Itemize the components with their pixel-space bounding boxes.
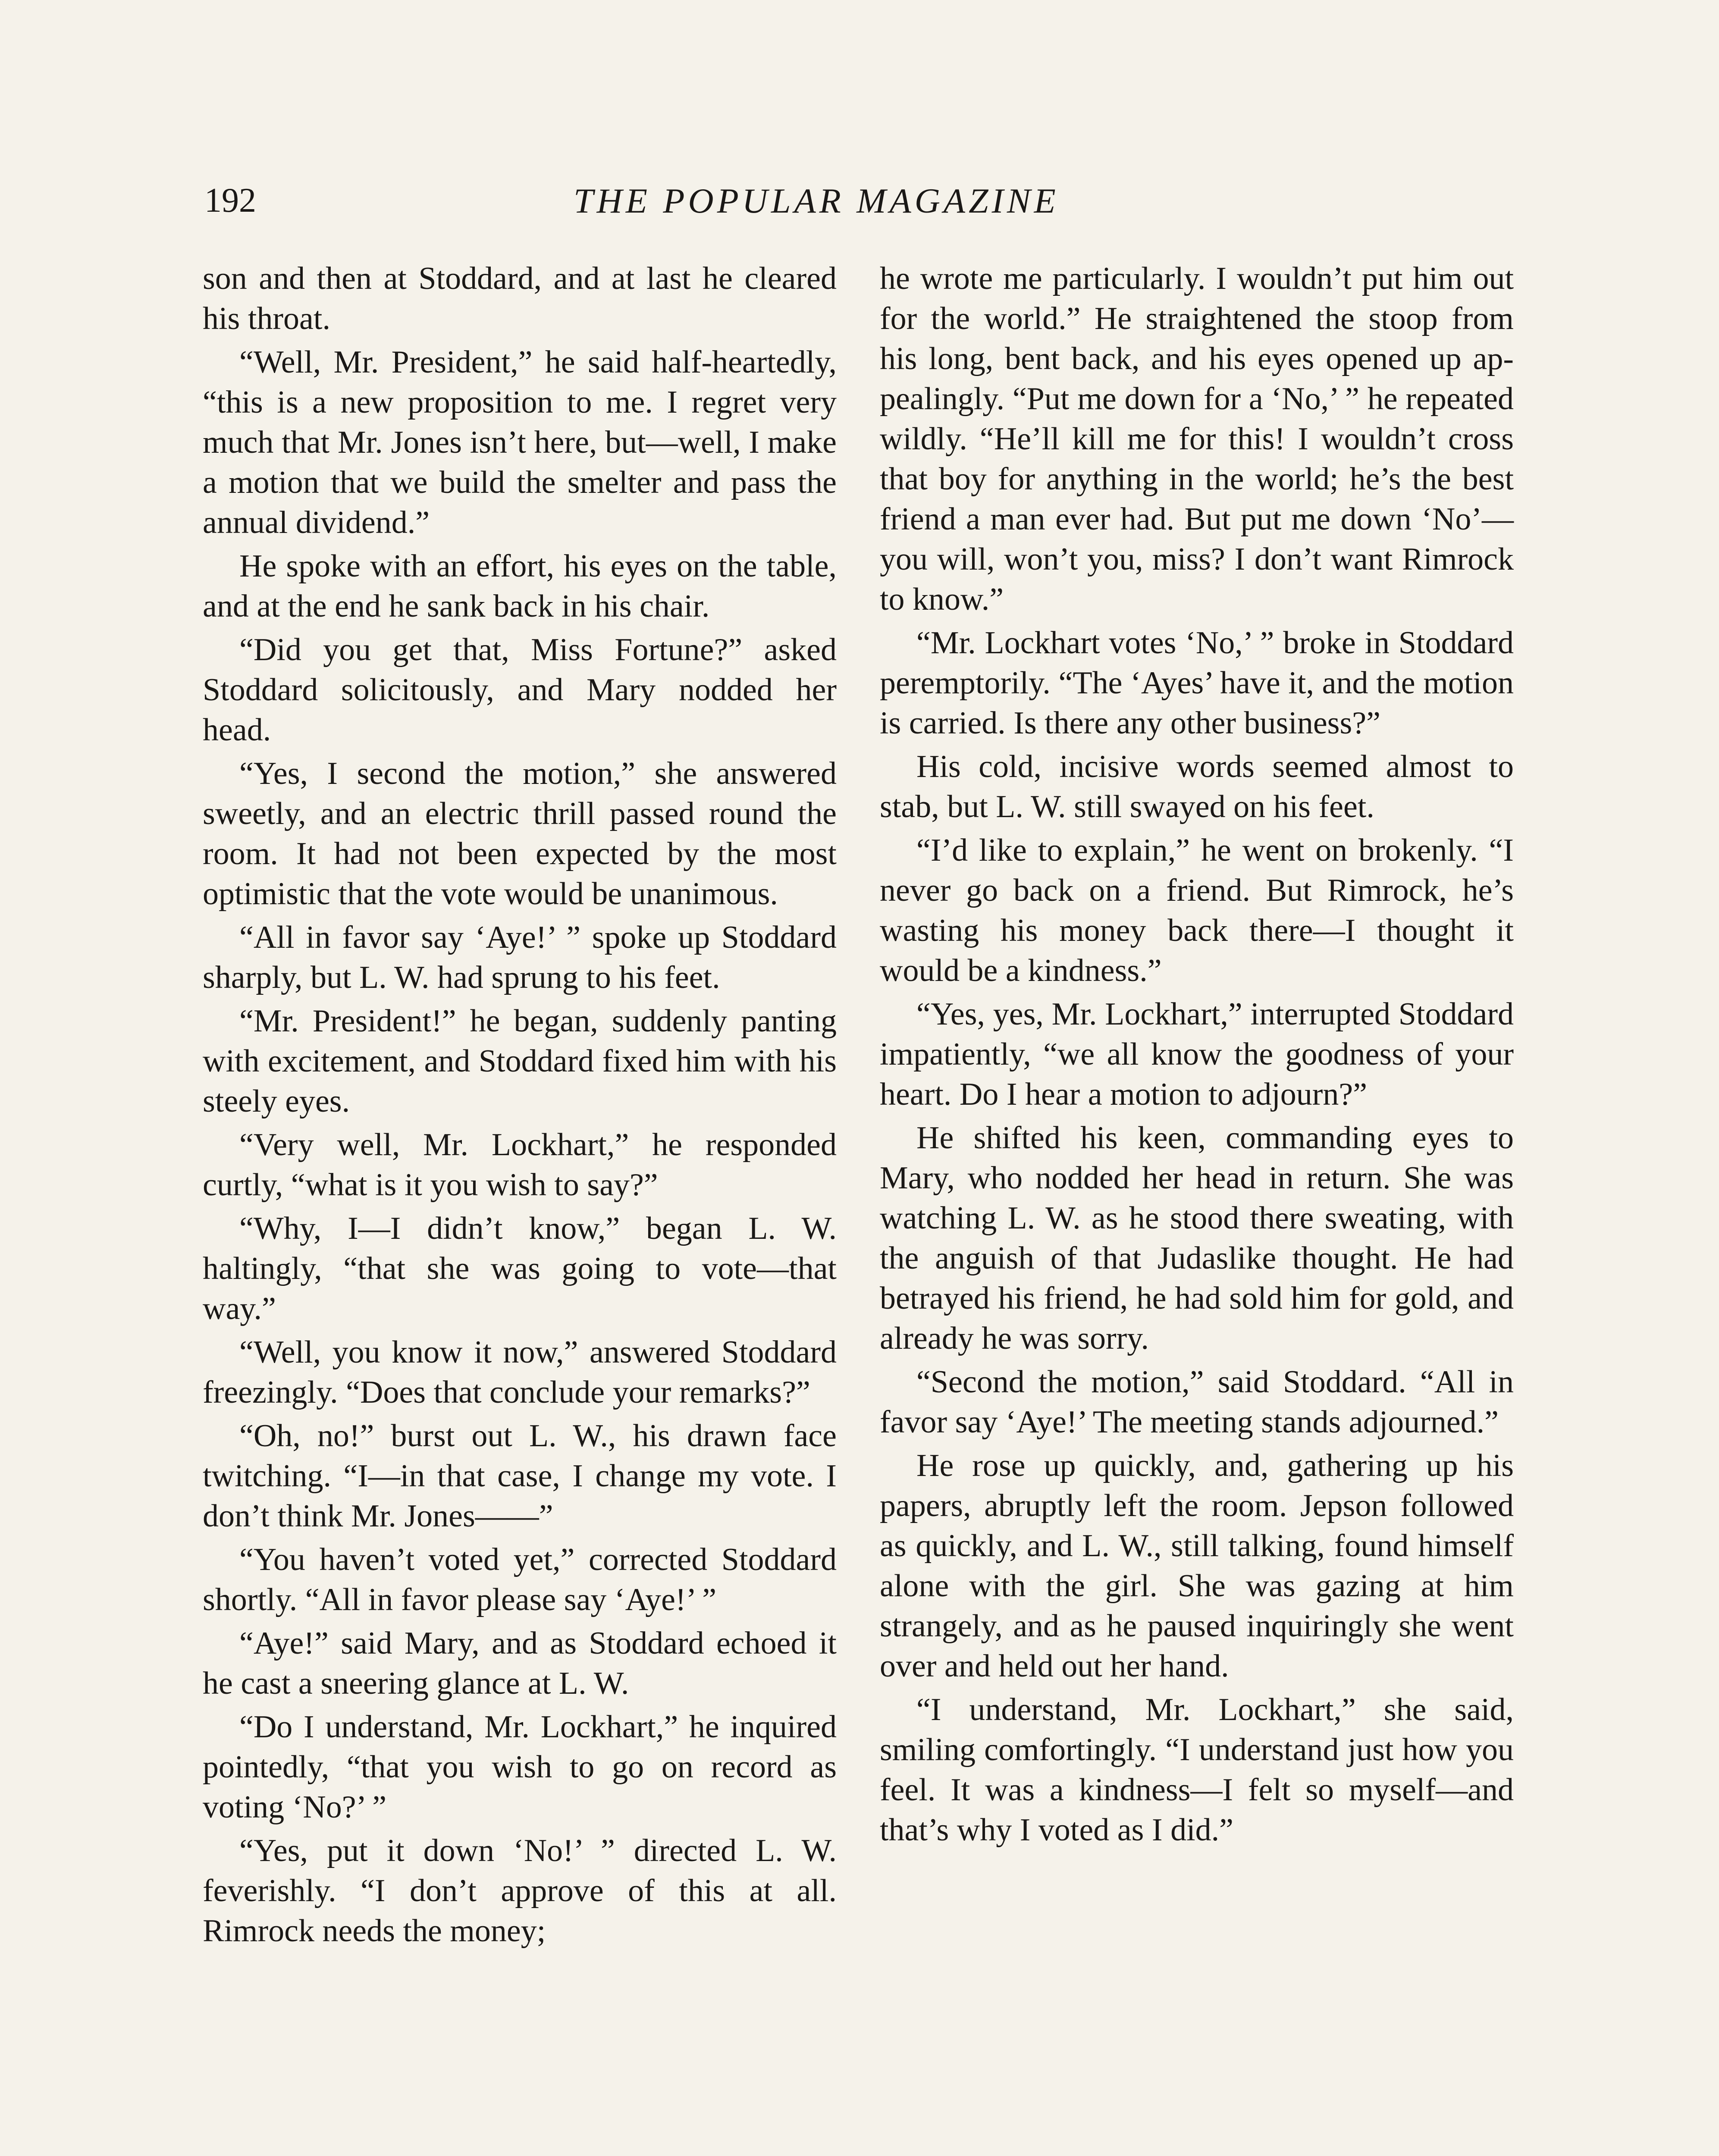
paragraph: “Mr. President!” he began, suddenly panting with excitement, and Stoddard fixed him with his steely eyes.: [203, 1003, 837, 1119]
paragraph: He rose up quickly, and, gathering up his papers, abruptly left the room. Jepson followed as quickly, and L. W., still talking, found himself alone with the girl. She was gazing at him strangely, and as he paused inquiringly she went over and held out her hand.: [880, 1448, 1514, 1684]
paragraph: “Do I understand, Mr. Lockhart,” he inquired pointedly, “that you wish to go on record as voting ‘No?’ ”: [203, 1709, 837, 1825]
paragraph: His cold, incisive words seemed almost to stab, but L. W. still swayed on his feet.: [880, 749, 1514, 824]
paragraph: “Second the motion,” said Stoddard. “All in favor say ‘Aye!’ The meeting stands adjourned.”: [880, 1364, 1514, 1440]
paragraph: He shifted his keen, commanding eyes to Mary, who nodded her head in return. She was watching L. W. as he stood there sweating, with the anguish of that Judaslike thought. He had betrayed his friend, he had sold him for gold, and already he was sorry.: [880, 1120, 1514, 1356]
right-column: [880, 259, 1514, 1850]
paragraph: “All in favor say ‘Aye!’ ” spoke up Stoddard sharply, but L. W. had sprung to his feet.: [203, 920, 837, 995]
magazine-title: THE POPULAR MAGAZINE: [574, 181, 1059, 220]
paragraph: “Oh, no!” burst out L. W., his drawn face twitching. “I—in that case, I change my vote. I don’t think Mr. Jones——”: [203, 1418, 837, 1534]
page-number: 192: [204, 182, 256, 219]
paragraph: “I’d like to explain,” he went on brokenly. “I never go back on a friend. But Rimrock, he’s wasting his money back there—I thought it would be a kindness.”: [880, 833, 1514, 988]
paragraph: “Mr. Lockhart votes ‘No,’ ” broke in Stoddard peremptorily. “The ‘Ayes’ have it, and the motion is carried. Is there any other business?”: [880, 625, 1514, 741]
paragraph: He spoke with an effort, his eyes on the table, and at the end he sank back in his chair.: [203, 548, 837, 624]
paragraph: “Well, Mr. President,” he said half-heartedly, “this is a new proposition to me. I regret very much that Mr. Jones isn’t here, but—well, I make a motion that we build the smelter and pass the annual dividend.”: [203, 345, 837, 540]
paragraph: “Well, you know it now,” answered Stoddard freezingly. “Does that conclude your remarks?”: [203, 1335, 837, 1410]
paragraph: son and then at Stoddard, and at last he cleared his throat.: [203, 261, 837, 336]
paragraph: “Did you get that, Miss Fortune?” asked Stoddard solicitously, and Mary nodded her head.: [203, 632, 837, 748]
paragraph: “I understand, Mr. Lockhart,” she said, smiling comfortingly. “I understand just how you feel. It was a kindness—I felt so myself—and that’s why I voted as I did.”: [880, 1692, 1514, 1848]
paragraph: “Very well, Mr. Lockhart,” he responded curtly, “what is it you wish to say?”: [203, 1127, 837, 1203]
paragraph: “Why, I—I didn’t know,” began L. W. haltingly, “that she was going to vote—that way.”: [203, 1211, 837, 1326]
paragraph: “Aye!” said Mary, and as Stoddard echoed it he cast a sneering glance at L. W.: [203, 1626, 837, 1701]
paragraph: “Yes, put it down ‘No!’ ” directed L. W. feverishly. “I don’t approve of this at all. Rimrock needs the money;: [203, 1833, 837, 1949]
paragraph: “You haven’t voted yet,” corrected Stoddard shortly. “All in favor please say ‘Aye!’ ”: [203, 1542, 837, 1617]
left-column: [203, 259, 837, 1951]
paragraph: “Yes, yes, Mr. Lockhart,” interrupted Stoddard impatiently, “we all know the goodness of your heart. Do I hear a motion to adjourn?”: [880, 997, 1514, 1112]
paragraph: he wrote me particularly. I wouldn’t put him out for the world.” He straightened the stoop from his long, bent back, and his eyes opened up appealingly. “Put me down for a ‘No,’ ” he repeated wildly. “He’ll kill me for this! I wouldn’t cross that boy for anything in the world; he’s the best friend a man ever had. But put me down ‘No’—you will, won’t you, miss? I don’t want Rimrock to know.”: [880, 261, 1514, 617]
paragraph: “Yes, I second the motion,” she answered sweetly, and an electric thrill passed round the room. It had not been expected by the most optimistic that the vote would be unanimous.: [203, 756, 837, 912]
